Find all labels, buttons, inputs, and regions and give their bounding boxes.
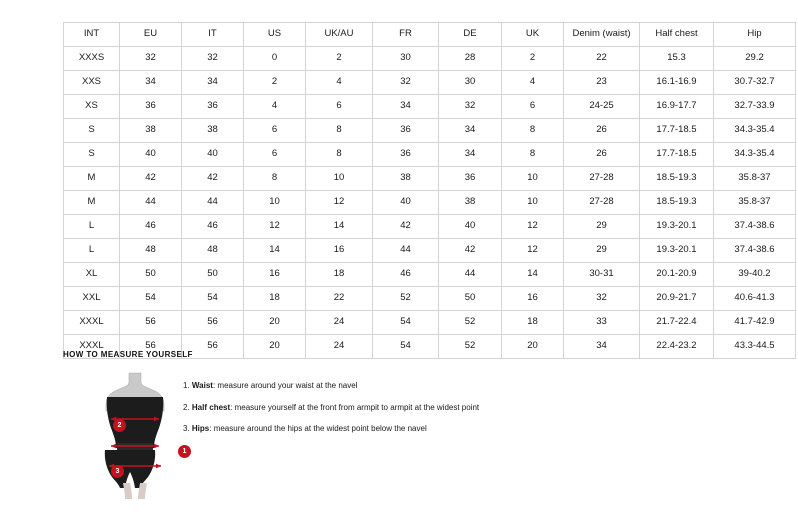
cell-eu: 38: [120, 119, 182, 143]
measure-step-term: Waist: [191, 381, 213, 390]
cell-uk: 4: [502, 71, 564, 95]
cell-hip: 35.8-37: [714, 167, 796, 191]
measure-step-half-chest: [183, 403, 479, 413]
cell-uk: 20: [502, 335, 564, 359]
how-to-measure-body: [63, 367, 743, 497]
cell-int: XXS: [64, 71, 120, 95]
cell-hip: 30.7-32.7: [714, 71, 796, 95]
column-header-us: US: [244, 23, 306, 47]
cell-uk-au: 2: [306, 47, 373, 71]
mannequin-illustration: [85, 371, 185, 506]
cell-fr: 34: [373, 95, 439, 119]
cell-uk-au: 8: [306, 143, 373, 167]
cell-us: 6: [244, 119, 306, 143]
cell-eu: 36: [120, 95, 182, 119]
cell-half-chest: 18.5-19.3: [640, 167, 714, 191]
cell-eu: 56: [120, 335, 182, 359]
cell-us: 20: [244, 311, 306, 335]
cell-us: 6: [244, 143, 306, 167]
measure-badge-2: 2: [113, 419, 126, 432]
cell-it: 40: [182, 143, 244, 167]
cell-denim-waist: 30-31: [564, 263, 640, 287]
cell-eu: 42: [120, 167, 182, 191]
table-row: [64, 167, 796, 191]
cell-int: XXL: [64, 287, 120, 311]
cell-us: 4: [244, 95, 306, 119]
cell-int: M: [64, 167, 120, 191]
table-row: [64, 239, 796, 263]
cell-fr: 40: [373, 191, 439, 215]
cell-us: 16: [244, 263, 306, 287]
table-body: [64, 47, 796, 359]
cell-us: 18: [244, 287, 306, 311]
cell-eu: 56: [120, 311, 182, 335]
cell-eu: 32: [120, 47, 182, 71]
cell-uk: 10: [502, 191, 564, 215]
cell-uk: 2: [502, 47, 564, 71]
cell-uk: 12: [502, 239, 564, 263]
table-row: [64, 71, 796, 95]
cell-us: 8: [244, 167, 306, 191]
cell-fr: 54: [373, 311, 439, 335]
column-header-de: DE: [439, 23, 502, 47]
cell-hip: 35.8-37: [714, 191, 796, 215]
how-to-measure-title: HOW TO MEASURE YOURSELF: [63, 350, 193, 359]
cell-half-chest: 17.7-18.5: [640, 119, 714, 143]
column-header-uk-au: UK/AU: [306, 23, 373, 47]
cell-int: XXXS: [64, 47, 120, 71]
cell-it: 54: [182, 287, 244, 311]
measure-step-text: : measure around the hips at the widest point below the navel: [209, 424, 427, 434]
cell-uk: 12: [502, 215, 564, 239]
cell-uk-au: 12: [306, 191, 373, 215]
cell-hip: 41.7-42.9: [714, 311, 796, 335]
cell-int: XL: [64, 263, 120, 287]
cell-uk: 14: [502, 263, 564, 287]
column-header-denim-waist: Denim (waist): [564, 23, 640, 47]
cell-fr: 38: [373, 167, 439, 191]
cell-half-chest: 16.1-16.9: [640, 71, 714, 95]
cell-half-chest: 22.4-23.2: [640, 335, 714, 359]
column-header-half-chest: Half chest: [640, 23, 714, 47]
cell-eu: 40: [120, 143, 182, 167]
cell-uk-au: 18: [306, 263, 373, 287]
cell-de: 36: [439, 167, 502, 191]
cell-us: 20: [244, 335, 306, 359]
table-row: [64, 47, 796, 71]
cell-it: 50: [182, 263, 244, 287]
cell-hip: 32.7-33.9: [714, 95, 796, 119]
cell-denim-waist: 34: [564, 335, 640, 359]
measure-step-number: 3.: [183, 424, 190, 434]
table-row: [64, 95, 796, 119]
cell-it: 42: [182, 167, 244, 191]
cell-eu: 50: [120, 263, 182, 287]
cell-uk-au: 4: [306, 71, 373, 95]
table-row: [64, 263, 796, 287]
cell-hip: 37.4-38.6: [714, 215, 796, 239]
cell-int: XXXL: [64, 311, 120, 335]
cell-fr: 52: [373, 287, 439, 311]
column-header-int: INT: [64, 23, 120, 47]
measure-step-waist: [183, 381, 479, 391]
cell-de: 52: [439, 335, 502, 359]
cell-it: 38: [182, 119, 244, 143]
cell-us: 2: [244, 71, 306, 95]
cell-uk: 16: [502, 287, 564, 311]
measure-step-hips: [183, 424, 479, 434]
cell-hip: 39-40.2: [714, 263, 796, 287]
cell-de: 42: [439, 239, 502, 263]
cell-it: 44: [182, 191, 244, 215]
cell-uk: 8: [502, 119, 564, 143]
measure-step-text: : measure yourself at the front from armpit to armpit at the widest point: [230, 402, 480, 412]
measure-step-term: Hips: [191, 424, 210, 434]
size-table-container: [63, 22, 775, 359]
cell-it: 34: [182, 71, 244, 95]
cell-uk-au: 16: [306, 239, 373, 263]
table-header-row: [64, 23, 796, 47]
cell-uk: 8: [502, 143, 564, 167]
cell-denim-waist: 27-28: [564, 191, 640, 215]
cell-int: S: [64, 143, 120, 167]
cell-de: 32: [439, 95, 502, 119]
cell-de: 40: [439, 215, 502, 239]
cell-hip: 34.3-35.4: [714, 119, 796, 143]
cell-de: 50: [439, 287, 502, 311]
cell-eu: 44: [120, 191, 182, 215]
cell-fr: 44: [373, 239, 439, 263]
cell-eu: 54: [120, 287, 182, 311]
column-header-fr: FR: [373, 23, 439, 47]
table-row: [64, 191, 796, 215]
cell-uk: 18: [502, 311, 564, 335]
size-conversion-table: [63, 22, 796, 359]
cell-it: 56: [182, 311, 244, 335]
cell-half-chest: 20.1-20.9: [640, 263, 714, 287]
cell-eu: 48: [120, 239, 182, 263]
cell-fr: 36: [373, 143, 439, 167]
cell-denim-waist: 27-28: [564, 167, 640, 191]
cell-hip: 40.6-41.3: [714, 287, 796, 311]
cell-half-chest: 21.7-22.4: [640, 311, 714, 335]
cell-fr: 42: [373, 215, 439, 239]
cell-half-chest: 17.7-18.5: [640, 143, 714, 167]
cell-it: 56: [182, 335, 244, 359]
how-to-measure-section: [63, 350, 743, 497]
cell-uk: 6: [502, 95, 564, 119]
cell-de: 52: [439, 311, 502, 335]
cell-half-chest: 15.3: [640, 47, 714, 71]
cell-denim-waist: 33: [564, 311, 640, 335]
cell-uk-au: 14: [306, 215, 373, 239]
column-header-eu: EU: [120, 23, 182, 47]
cell-de: 38: [439, 191, 502, 215]
cell-half-chest: 18.5-19.3: [640, 191, 714, 215]
cell-hip: 34.3-35.4: [714, 143, 796, 167]
cell-eu: 34: [120, 71, 182, 95]
table-row: [64, 143, 796, 167]
cell-denim-waist: 22: [564, 47, 640, 71]
column-header-hip: Hip: [714, 23, 796, 47]
cell-int: XS: [64, 95, 120, 119]
cell-uk-au: 22: [306, 287, 373, 311]
cell-it: 48: [182, 239, 244, 263]
cell-denim-waist: 26: [564, 143, 640, 167]
cell-de: 30: [439, 71, 502, 95]
cell-eu: 46: [120, 215, 182, 239]
cell-denim-waist: 29: [564, 215, 640, 239]
column-header-uk: UK: [502, 23, 564, 47]
cell-fr: 32: [373, 71, 439, 95]
measure-step-term: Half chest: [191, 402, 231, 412]
cell-uk-au: 8: [306, 119, 373, 143]
measure-step-number: 1.: [183, 381, 190, 390]
cell-denim-waist: 23: [564, 71, 640, 95]
cell-half-chest: 19.3-20.1: [640, 239, 714, 263]
measure-step-text: : measure around your waist at the navel: [212, 381, 358, 390]
cell-it: 36: [182, 95, 244, 119]
cell-denim-waist: 29: [564, 239, 640, 263]
table-row: [64, 215, 796, 239]
cell-fr: 54: [373, 335, 439, 359]
cell-uk: 10: [502, 167, 564, 191]
cell-de: 28: [439, 47, 502, 71]
cell-half-chest: 20.9-21.7: [640, 287, 714, 311]
table-row: [64, 287, 796, 311]
column-header-it: IT: [182, 23, 244, 47]
table-row: [64, 311, 796, 335]
cell-fr: 36: [373, 119, 439, 143]
cell-it: 46: [182, 215, 244, 239]
cell-uk-au: 6: [306, 95, 373, 119]
cell-us: 12: [244, 215, 306, 239]
cell-int: L: [64, 239, 120, 263]
measure-step-number: 2.: [183, 402, 190, 412]
measure-steps-list: [183, 367, 479, 446]
cell-us: 0: [244, 47, 306, 71]
cell-de: 44: [439, 263, 502, 287]
cell-us: 10: [244, 191, 306, 215]
cell-int: XXXL: [64, 335, 120, 359]
cell-denim-waist: 24-25: [564, 95, 640, 119]
cell-us: 14: [244, 239, 306, 263]
cell-uk-au: 24: [306, 311, 373, 335]
cell-int: M: [64, 191, 120, 215]
cell-de: 34: [439, 119, 502, 143]
cell-hip: 43.3-44.5: [714, 335, 796, 359]
cell-hip: 29.2: [714, 47, 796, 71]
cell-de: 34: [439, 143, 502, 167]
measure-badge-1: 1: [178, 445, 191, 458]
table-row: [64, 119, 796, 143]
cell-fr: 30: [373, 47, 439, 71]
cell-hip: 37.4-38.6: [714, 239, 796, 263]
cell-uk-au: 10: [306, 167, 373, 191]
cell-int: S: [64, 119, 120, 143]
cell-denim-waist: 32: [564, 287, 640, 311]
cell-fr: 46: [373, 263, 439, 287]
cell-int: L: [64, 215, 120, 239]
cell-half-chest: 16.9-17.7: [640, 95, 714, 119]
cell-it: 32: [182, 47, 244, 71]
cell-denim-waist: 26: [564, 119, 640, 143]
cell-uk-au: 24: [306, 335, 373, 359]
cell-half-chest: 19.3-20.1: [640, 215, 714, 239]
measure-badge-3: 3: [111, 465, 124, 478]
mannequin-figure-container: [63, 367, 187, 497]
